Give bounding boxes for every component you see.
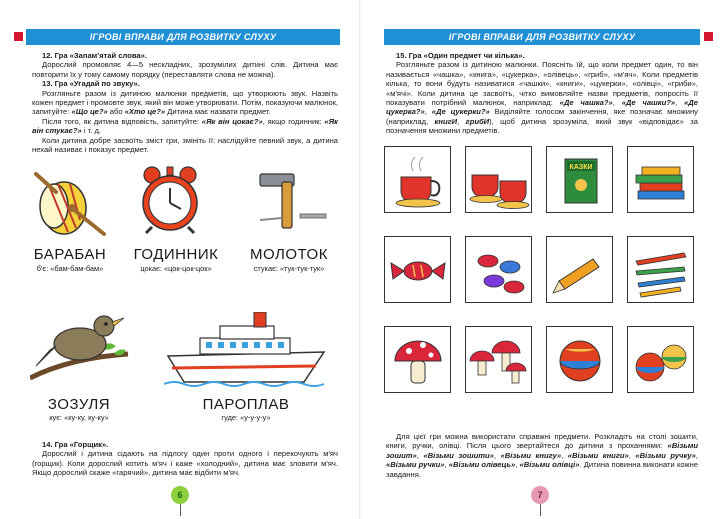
game-15-paragraph-1: Розгляньте разом із дитиною малюнки. Поясніть їй, що коли предмет один, то він називається «чашка», «книга», «цукерка», «олівець», «гриб», «м'яч». Коли предметів кілька, то вони будуть називатися «чашки», «книги», «цукерки», «олівці», «гриби», «м'ячі». Коли дитина це засвоїть, чітко вимовляйте назви предметів, попросіть її показувати потрібний малюнок, наприклад: «Де чашка?», «Де чашки?», «Де цукерка?», «Де цукерки?» Виділяйте голосом закінчення, яке позначає множину (наприклад, книгИ, грибИ), щоб дитина зрозуміла, який звук «відповідає» за позначення множини предметів. xyxy=(386,60,698,136)
game-13-paragraph-3: Коли дитина добре засвоїть зміст гри, змініть її: наслідуйте певний звук, а дитина нехай називає і показує предмет. xyxy=(32,135,338,155)
grid-cell-candy xyxy=(384,236,451,303)
drum-illustration xyxy=(28,168,108,236)
grid-cell-mushroom xyxy=(384,326,451,393)
item-sound-steamship: гуде: «у-у-у-у» xyxy=(221,413,271,422)
item-sound-drum: б'є: «бам-бам-бам» xyxy=(36,264,104,273)
game-13-paragraph-1: Розгляньте разом із дитиною малюнки предметів, що утворюють звук. Назвіть кожен предмет і промовте звук, який він може утворювати. Потім, показуючи малюнок, запитуйте: «Що це?» або «Хто це?» Дитина має назвати предмет. xyxy=(32,88,338,117)
grid-cell-candies xyxy=(465,236,532,303)
book-icon xyxy=(547,147,613,213)
game-13-paragraph-2: Після того, як дитина відповість, запитуйте: «Як він цокає?», якщо годинник: «Як він стукає?» і т. д. xyxy=(32,116,338,136)
grid-cell-ball xyxy=(546,326,613,393)
cups-icon xyxy=(466,147,532,213)
grid-cell-balls xyxy=(627,326,694,393)
game-12-title: 12. Гра «Запам'ятай слова». xyxy=(42,51,147,60)
item-sound-cuckoo: кує: «ку-ку, ку-ку» xyxy=(49,413,109,422)
grid-cell-cup xyxy=(384,146,451,213)
item-name-hammer: МОЛОТОК xyxy=(250,246,328,263)
alarm-clock-illustration xyxy=(136,165,204,235)
pencils-icon xyxy=(628,237,694,303)
grid-cell-pencils xyxy=(627,236,694,303)
balloon-string xyxy=(180,504,181,516)
grid-cell-pencil xyxy=(546,236,613,303)
balls-icon xyxy=(628,327,694,393)
item-name-steamship: ПАРОПЛАВ xyxy=(202,396,290,413)
game-14-text: Дорослий і дитина сідають на підлогу один проти одного і перекочують м'яч (горщик). Коли дорослий котить м'яч і каже «холодний», дитина має зловити м'яч. Якщо дорослий скаже «гарячий», дитина має відбити м'яч. xyxy=(32,449,338,478)
candies-icon xyxy=(466,237,532,303)
game-14-title: 14. Гра «Горщик». xyxy=(42,440,109,449)
page-number-balloon: 7 xyxy=(531,486,549,504)
game-13-title: 13. Гра «Угадай по звуку». xyxy=(42,79,140,89)
grid-cell-books xyxy=(627,146,694,213)
balloon-string xyxy=(540,504,541,516)
game-15-paragraph-2: Для цієї гри можна використати справжні предмети. Розкладіть на столі зошити, книги, ручки, олівці. Після цього звертайтеся до дитини з проханнями: «Візьми зошит», «Візьми зошити», «Візьми книгу», «Візьми книги», «Візьми ручку», «Візьми ручки», «Візьми олівець», «Візьми олівці». Дитина повинна виконати кожне завдання. xyxy=(386,432,698,479)
hammer-illustration xyxy=(256,170,332,230)
steamship-illustration xyxy=(164,312,328,388)
game-15-section xyxy=(386,51,698,136)
book-title-label: КАЗКИ xyxy=(569,164,593,171)
candy-icon xyxy=(385,237,451,303)
books-icon xyxy=(628,147,694,213)
right-page xyxy=(360,0,720,519)
mushrooms-icon xyxy=(466,327,532,393)
page-header: ІГРОВІ ВПРАВИ ДЛЯ РОЗВИТКУ СЛУХУ xyxy=(26,29,340,45)
item-sound-clock: цокає: «цок-цок-цок» xyxy=(140,264,212,273)
mushroom-icon xyxy=(385,327,451,393)
page-header: ІГРОВІ ВПРАВИ ДЛЯ РОЗВИТКУ СЛУХУ xyxy=(384,29,700,45)
item-name-clock: ГОДИННИК xyxy=(133,246,219,263)
page-number-balloon: 6 xyxy=(171,486,189,504)
game-12-text: Дорослий промовляє 4—5 нескладних, зрозумілих дитині слів. Дитина має повторити їх у тому самому порядку (переставляти слова не можна). xyxy=(32,60,338,79)
grid-cell-cups xyxy=(465,146,532,213)
grid-cell-mushrooms xyxy=(465,326,532,393)
cuckoo-illustration xyxy=(30,298,130,390)
game-14-section xyxy=(32,440,338,478)
cup-icon xyxy=(385,147,451,213)
item-name-cuckoo: ЗОЗУЛЯ xyxy=(47,396,111,413)
corner-mark xyxy=(14,32,23,41)
grid-cell-book xyxy=(546,146,613,213)
item-name-drum: БАРАБАН xyxy=(33,246,107,263)
corner-mark xyxy=(704,32,713,41)
pencil-icon xyxy=(547,237,613,303)
ball-icon xyxy=(547,327,613,393)
game-15-title: 15. Гра «Один предмет чи кілька». xyxy=(396,51,525,60)
game-12-section xyxy=(32,51,338,154)
item-sound-hammer: стукає: «тук-тук-тук» xyxy=(253,264,325,273)
